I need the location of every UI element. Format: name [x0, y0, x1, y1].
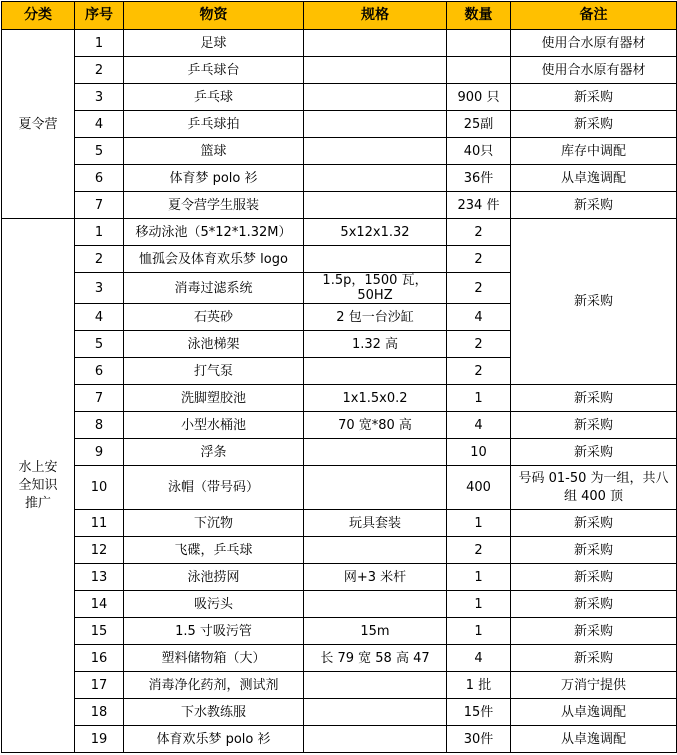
number-cell: 1	[75, 219, 124, 246]
spec-cell	[304, 726, 447, 753]
number-cell: 9	[75, 439, 124, 466]
table-row	[2, 672, 677, 699]
table-row	[2, 510, 677, 537]
table-row	[2, 30, 677, 57]
table-row	[2, 618, 677, 645]
quantity-cell: 4	[447, 304, 511, 331]
spec-cell: 5x12x1.32	[304, 219, 447, 246]
quantity-cell: 2	[447, 358, 511, 385]
quantity-cell	[447, 57, 511, 84]
header-quantity: 数量	[447, 2, 511, 30]
spec-cell	[304, 138, 447, 165]
item-cell: 乒乓球拍	[124, 111, 304, 138]
item-cell: 浮条	[124, 439, 304, 466]
header-number: 序号	[75, 2, 124, 30]
spec-cell	[304, 672, 447, 699]
quantity-cell: 4	[447, 412, 511, 439]
quantity-cell: 400	[447, 466, 511, 510]
table-row	[2, 537, 677, 564]
table-row	[2, 591, 677, 618]
number-cell: 14	[75, 591, 124, 618]
item-cell: 移动泳池（5*12*1.32M）	[124, 219, 304, 246]
table-row	[2, 466, 677, 510]
spec-cell	[304, 246, 447, 273]
spec-cell	[304, 57, 447, 84]
number-cell: 18	[75, 699, 124, 726]
number-cell: 8	[75, 412, 124, 439]
note-cell: 万消宁提供	[511, 672, 677, 699]
quantity-cell: 1 批	[447, 672, 511, 699]
number-cell: 7	[75, 385, 124, 412]
note-cell: 从卓逸调配	[511, 726, 677, 753]
spec-cell: 1.5p，1500 瓦，50HZ	[304, 273, 447, 304]
item-cell: 飞碟，乒乓球	[124, 537, 304, 564]
table-row	[2, 219, 677, 246]
item-cell: 塑料储物箱（大）	[124, 645, 304, 672]
spec-cell	[304, 111, 447, 138]
note-cell: 新采购	[511, 84, 677, 111]
number-cell: 5	[75, 331, 124, 358]
note-cell: 从卓逸调配	[511, 699, 677, 726]
table-row	[2, 439, 677, 466]
spec-cell	[304, 699, 447, 726]
quantity-cell: 25副	[447, 111, 511, 138]
note-cell: 库存中调配	[511, 138, 677, 165]
item-cell: 消毒过滤系统	[124, 273, 304, 304]
table-row	[2, 726, 677, 753]
item-cell: 夏令营学生服装	[124, 192, 304, 219]
quantity-cell: 2	[447, 331, 511, 358]
quantity-cell: 234 件	[447, 192, 511, 219]
number-cell: 17	[75, 672, 124, 699]
item-cell: 恤孤会及体育欢乐梦 logo	[124, 246, 304, 273]
table-row	[2, 699, 677, 726]
item-cell: 泳池梯架	[124, 331, 304, 358]
number-cell: 5	[75, 138, 124, 165]
number-cell: 7	[75, 192, 124, 219]
quantity-cell: 30件	[447, 726, 511, 753]
note-cell: 使用合水原有器材	[511, 30, 677, 57]
category-cell: 夏令营	[2, 30, 75, 219]
item-cell: 1.5 寸吸污管	[124, 618, 304, 645]
spec-cell: 玩具套装	[304, 510, 447, 537]
item-cell: 吸污头	[124, 591, 304, 618]
item-cell: 体育欢乐梦 polo 衫	[124, 726, 304, 753]
table-row	[2, 412, 677, 439]
spec-cell: 长 79 宽 58 高 47	[304, 645, 447, 672]
number-cell: 2	[75, 57, 124, 84]
item-cell: 足球	[124, 30, 304, 57]
item-cell: 篮球	[124, 138, 304, 165]
spec-cell	[304, 466, 447, 510]
quantity-cell: 2	[447, 219, 511, 246]
spec-cell: 2 包一台沙缸	[304, 304, 447, 331]
quantity-cell: 40只	[447, 138, 511, 165]
spec-cell: 15m	[304, 618, 447, 645]
spec-cell	[304, 30, 447, 57]
table-row	[2, 645, 677, 672]
item-cell: 石英砂	[124, 304, 304, 331]
number-cell: 1	[75, 30, 124, 57]
table-row	[2, 111, 677, 138]
spec-cell	[304, 358, 447, 385]
header-category: 分类	[2, 2, 75, 30]
quantity-cell: 15件	[447, 699, 511, 726]
item-cell: 小型水桶池	[124, 412, 304, 439]
item-cell: 打气泵	[124, 358, 304, 385]
table-row	[2, 192, 677, 219]
spec-cell: 网+3 米杆	[304, 564, 447, 591]
quantity-cell: 4	[447, 645, 511, 672]
table-row	[2, 165, 677, 192]
spec-cell: 1.32 高	[304, 331, 447, 358]
item-cell: 乒乓球	[124, 84, 304, 111]
number-cell: 4	[75, 304, 124, 331]
note-cell: 新采购	[511, 537, 677, 564]
note-cell: 号码 01-50 为一组，共八组 400 顶	[511, 466, 677, 510]
note-cell: 新采购	[511, 591, 677, 618]
note-cell: 新采购	[511, 439, 677, 466]
note-cell: 新采购	[511, 192, 677, 219]
note-cell: 新采购	[511, 564, 677, 591]
number-cell: 4	[75, 111, 124, 138]
spec-cell	[304, 591, 447, 618]
header-row	[2, 2, 677, 30]
number-cell: 6	[75, 358, 124, 385]
item-cell: 消毒净化药剂，测试剂	[124, 672, 304, 699]
note-cell: 新采购	[511, 412, 677, 439]
header-note: 备注	[511, 2, 677, 30]
note-cell: 使用合水原有器材	[511, 57, 677, 84]
item-cell: 下水教练服	[124, 699, 304, 726]
number-cell: 19	[75, 726, 124, 753]
item-cell: 乒乓球台	[124, 57, 304, 84]
quantity-cell: 1	[447, 385, 511, 412]
quantity-cell: 2	[447, 246, 511, 273]
quantity-cell	[447, 30, 511, 57]
note-cell: 从卓逸调配	[511, 165, 677, 192]
table-row	[2, 385, 677, 412]
spec-cell	[304, 439, 447, 466]
quantity-cell: 1	[447, 591, 511, 618]
item-cell: 洗脚塑胶池	[124, 385, 304, 412]
note-cell: 新采购	[511, 645, 677, 672]
quantity-cell: 2	[447, 273, 511, 304]
spec-cell: 70 宽*80 高	[304, 412, 447, 439]
spec-cell: 1x1.5x0.2	[304, 385, 447, 412]
supplies-table	[1, 1, 677, 753]
number-cell: 16	[75, 645, 124, 672]
quantity-cell: 1	[447, 564, 511, 591]
number-cell: 3	[75, 273, 124, 304]
spec-cell	[304, 84, 447, 111]
number-cell: 6	[75, 165, 124, 192]
quantity-cell: 1	[447, 618, 511, 645]
number-cell: 10	[75, 466, 124, 510]
table-row	[2, 564, 677, 591]
table-row	[2, 84, 677, 111]
item-cell: 下沉物	[124, 510, 304, 537]
header-item: 物资	[124, 2, 304, 30]
number-cell: 11	[75, 510, 124, 537]
spec-cell	[304, 537, 447, 564]
item-cell: 体育梦 polo 衫	[124, 165, 304, 192]
header-spec: 规格	[304, 2, 447, 30]
quantity-cell: 10	[447, 439, 511, 466]
number-cell: 2	[75, 246, 124, 273]
note-cell: 新采购	[511, 618, 677, 645]
note-cell: 新采购	[511, 510, 677, 537]
item-cell: 泳帽（带号码）	[124, 466, 304, 510]
number-cell: 12	[75, 537, 124, 564]
category-cell: 水上安全知识推广	[2, 219, 75, 753]
spec-cell	[304, 192, 447, 219]
spec-cell	[304, 165, 447, 192]
table-row	[2, 57, 677, 84]
number-cell: 13	[75, 564, 124, 591]
table-row	[2, 138, 677, 165]
quantity-cell: 1	[447, 510, 511, 537]
quantity-cell: 900 只	[447, 84, 511, 111]
number-cell: 3	[75, 84, 124, 111]
quantity-cell: 36件	[447, 165, 511, 192]
merged-note-cell: 新采购	[511, 219, 677, 385]
note-cell: 新采购	[511, 385, 677, 412]
number-cell: 15	[75, 618, 124, 645]
quantity-cell: 2	[447, 537, 511, 564]
item-cell: 泳池捞网	[124, 564, 304, 591]
note-cell: 新采购	[511, 111, 677, 138]
